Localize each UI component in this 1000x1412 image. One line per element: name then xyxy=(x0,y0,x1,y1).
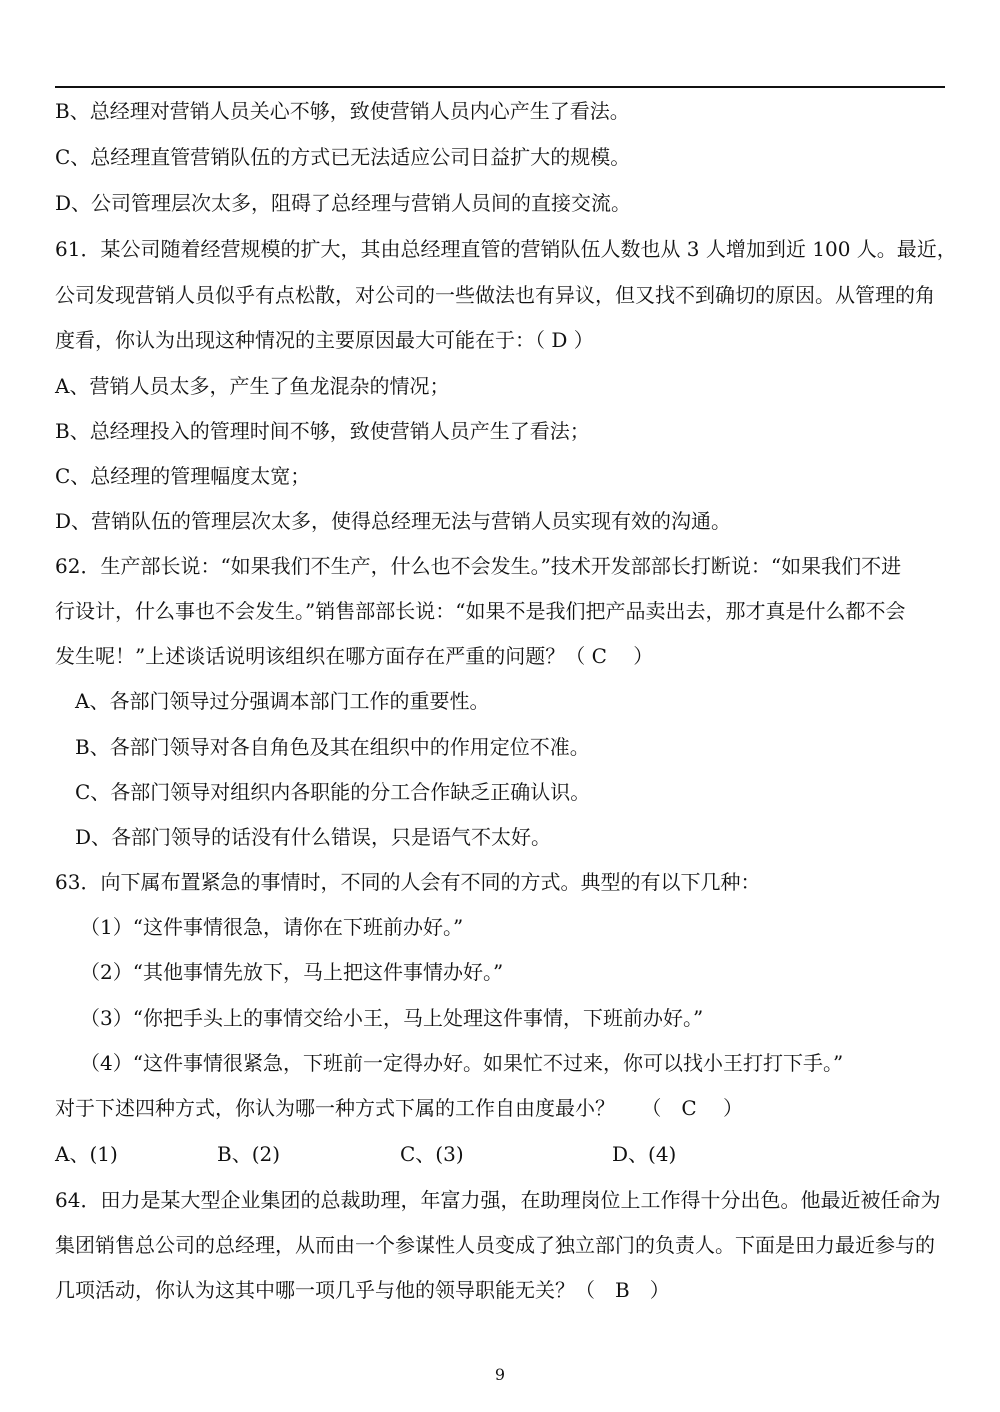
q61-option-b: B、总经理投入的管理时间不够，致使营销人员产生了看法； xyxy=(55,419,590,443)
q60-option-b: B、总经理对营销人员关心不够，致使营销人员内心产生了看法。 xyxy=(55,99,630,123)
q63-option-d: D、(4) xyxy=(612,1142,677,1166)
q60-option-d: D、公司管理层次太多，阻碍了总经理与营销人员间的直接交流。 xyxy=(55,191,632,215)
q62-stem-line3: 发生呢！”上述谈话说明该组织在哪方面存在严重的问题？（ C ） xyxy=(55,644,654,668)
q63-item-4: （4）“这件事情很紧急，下班前一定得办好。如果忙不过来，你可以找小王打打下手。” xyxy=(80,1051,844,1075)
q61-option-a: A、营销人员太多，产生了鱼龙混杂的情况； xyxy=(55,374,450,398)
q64-stem-line3: 几项活动，你认为这其中哪一项几乎与他的领导职能无关？（ B ） xyxy=(55,1278,670,1302)
q61-option-d: D、营销队伍的管理层次太多，使得总经理无法与营销人员实现有效的沟通。 xyxy=(55,509,732,533)
q62-stem-line2: 行设计，什么事也不会发生。”销售部部长说：“如果不是我们把产品卖出去，那才真是什么都不会 xyxy=(55,599,906,623)
q62-option-c: C、各部门领导对组织内各职能的分工合作缺乏正确认识。 xyxy=(75,780,591,804)
q63-stem: 63．向下属布置紧急的事情时，不同的人会有不同的方式。典型的有以下几种： xyxy=(55,870,761,894)
page-number: 9 xyxy=(494,1365,506,1384)
q62-stem-line1: 62．生产部长说：“如果我们不生产，什么也不会发生。”技术开发部部长打断说：“如果我们不进 xyxy=(55,554,902,578)
q60-option-c: C、总经理直管营销队伍的方式已无法适应公司日益扩大的规模。 xyxy=(55,145,631,169)
q63-item-2: （2）“其他事情先放下，马上把这件事情办好。” xyxy=(80,960,504,984)
q61-stem-line2: 公司发现营销人员似乎有点松散，对公司的一些做法也有异议，但又找不到确切的原因。从管理的角 xyxy=(55,283,935,307)
q61-stem-line1: 61．某公司随着经营规模的扩大，其由总经理直管的营销队伍人数也从 3 人增加到近 100 人。最近， xyxy=(55,237,957,261)
q64-stem-line1: 64．田力是某大型企业集团的总裁助理，年富力强，在助理岗位上工作得十分出色。他最近被任命为 xyxy=(55,1188,941,1212)
q63-question: 对于下述四种方式，你认为哪一种方式下属的工作自由度最小？ （ C ） xyxy=(55,1096,744,1120)
q63-option-c: C、(3) xyxy=(400,1142,464,1166)
q62-option-b: B、各部门领导对各自角色及其在组织中的作用定位不准。 xyxy=(75,735,590,759)
q63-option-a: A、(1) xyxy=(55,1142,118,1166)
q63-item-1: （1）“这件事情很急，请你在下班前办好。” xyxy=(80,915,464,939)
q63-option-b: B、(2) xyxy=(217,1142,281,1166)
q61-stem-line3: 度看，你认为出现这种情况的主要原因最大可能在于：（ D ） xyxy=(55,328,594,352)
q64-stem-line2: 集团销售总公司的总经理，从而由一个参谋性人员变成了独立部门的负责人。下面是田力最近参与的 xyxy=(55,1233,935,1257)
q62-option-d: D、各部门领导的话没有什么错误，只是语气不太好。 xyxy=(75,825,552,849)
q63-item-3: （3）“你把手头上的事情交给小王，马上处理这件事情，下班前办好。” xyxy=(80,1006,704,1030)
q61-option-c: C、总经理的管理幅度太宽； xyxy=(55,464,311,488)
q62-option-a: A、各部门领导过分强调本部门工作的重要性。 xyxy=(75,689,490,713)
header-rule xyxy=(55,86,945,88)
